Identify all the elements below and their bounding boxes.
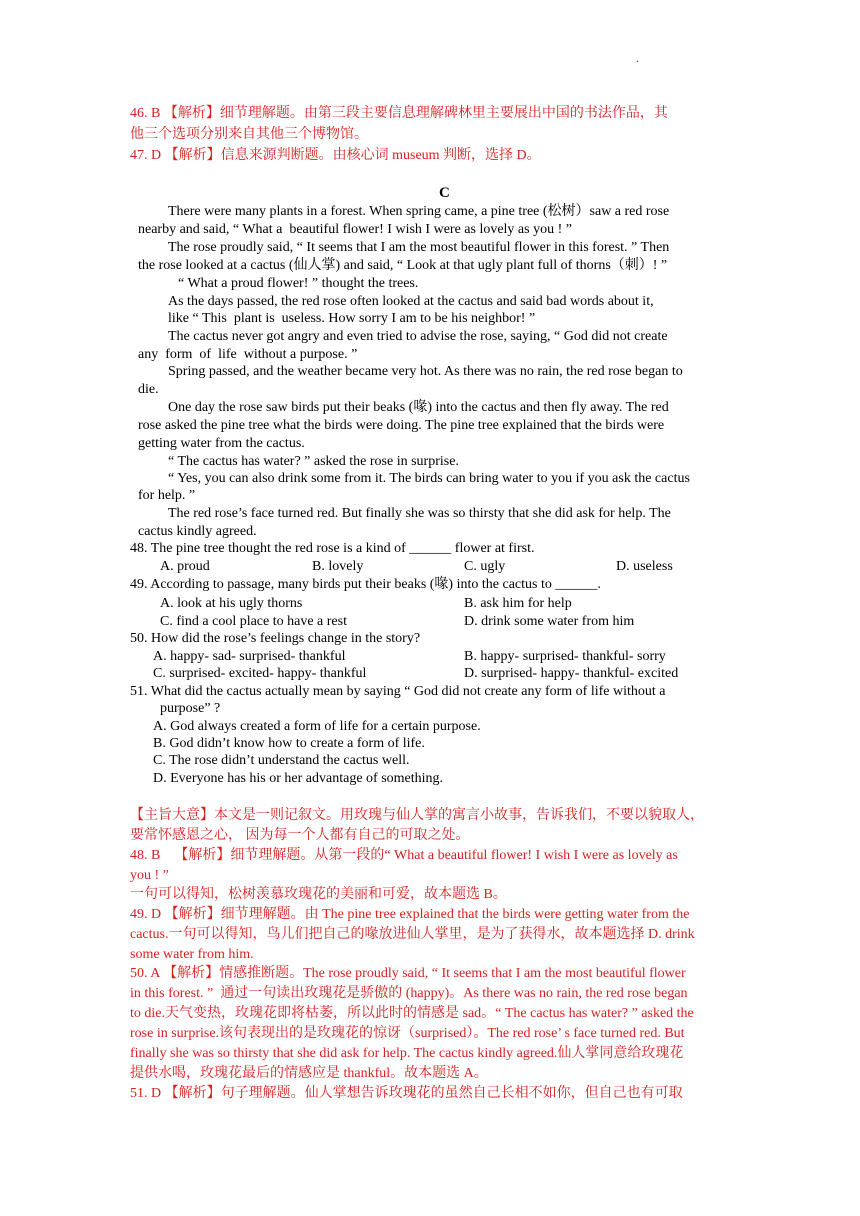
passage-line: Spring passed, and the weather became very hot. As there was no rain, the red rose began to [168,364,683,379]
passage-line: The rose proudly said, “ It seems that I am the most beautiful flower in this forest. ” Then [168,240,670,255]
analysis-line: 49. D 【解析】细节理解题。由 The pine tree explained that the birds were getting water from the [130,907,690,922]
passage-line: any form of life without a purpose. ” [138,347,358,362]
question-51-option-b: B. God didn’t know how to create a form of life. [153,736,425,751]
question-48-option-c: C. ugly [464,559,506,574]
analysis-line: some water from him. [130,947,254,962]
analysis-line: to die.天气变热，玫瑰花即将枯萎，所以此时的情感是 sad。“ The cactus has water? ” asked the [130,1006,694,1021]
passage-line: “ The cactus has water? ” asked the rose in surprise. [168,454,459,469]
answer-47: 47. D 【解析】信息来源判断题。由核心词 museum 判断，选择 D。 [130,148,541,163]
passage-line: getting water from the cactus. [138,436,305,451]
analysis-line: you ! ” [130,868,169,883]
passage-line: One day the rose saw birds put their beaks (喙) into the cactus and then fly away. The red [168,400,669,415]
question-48-option-d: D. useless [616,559,673,574]
passage-line: rose asked the pine tree what the birds were doing. The pine tree explained that the birds were [138,418,665,433]
passage-line: die. [138,382,159,397]
passage-line: nearby and said, “ What a beautiful flower! I wish I were as lovely as you ! ” [138,222,572,237]
question-51-stem: 51. What did the cactus actually mean by saying “ God did not create any form of life without a [130,684,666,699]
passage-line: The red rose’s face turned red. But finally she was so thirsty that she did ask for help. The [168,506,671,521]
analysis-line: 51. D 【解析】句子理解题。仙人掌想告诉玫瑰花的虽然自己长相不如你，但自己也有可取 [130,1086,683,1101]
analysis-line: 【主旨大意】本文是一则记叙文。用玫瑰与仙人掌的寓言小故事，告诉我们，不要以貌取人， [130,808,704,823]
analysis-line: in this forest. ” 通过一句读出玫瑰花是骄傲的 (happy)。As there was no rain, the red rose began [130,986,688,1001]
question-48-stem: 48. The pine tree thought the red rose is a kind of ______ flower at first. [130,541,535,556]
answer-46-line-2: 他三个选项分别来自其他三个博物馆。 [130,127,368,142]
answer-46-line-1: 46. B 【解析】细节理解题。由第三段主要信息理解碑林里主要展出中国的书法作品，其 [130,106,668,121]
question-51-option-d: D. Everyone has his or her advantage of something. [153,771,444,786]
question-50-option-d: D. surprised- happy- thankful- excited [464,666,679,681]
analysis-line: 一句可以得知，松树羡慕玫瑰花的美丽和可爱，故本题选 B。 [130,887,507,902]
passage-line: “ What a proud flower! ” thought the trees. [178,276,419,291]
passage-line: cactus kindly agreed. [138,524,257,539]
passage-line: There were many plants in a forest. When spring came, a pine tree (松树）saw a red rose [168,204,670,219]
question-51-option-c: C. The rose didn’t understand the cactus well. [153,753,410,768]
passage-title: C [439,185,450,201]
question-50-option-c: C. surprised- excited- happy- thankful [153,666,367,681]
analysis-line: 48. B 【解析】细节理解题。从第一段的“ What a beautiful flower! I wish I were as lovely as [130,848,678,863]
question-50-stem: 50. How did the rose’s feelings change in the story? [130,631,421,646]
question-49-stem: 49. According to passage, many birds put their beaks (喙) into the cactus to ______. [130,577,601,592]
question-49-option-a: A. look at his ugly thorns [160,596,303,611]
question-51-option-a: A. God always created a form of life for a certain purpose. [153,719,481,734]
question-48-option-b: B. lovely [312,559,364,574]
question-48-option-a: A. proud [160,559,210,574]
question-50-option-b: B. happy- surprised- thankful- sorry [464,649,666,664]
question-49-option-c: C. find a cool place to have a rest [160,614,347,629]
analysis-line: rose in surprise.该句表现出的是玫瑰花的惊讶（surprised）。The red rose’ s face turned red. But [130,1026,685,1041]
passage-line: As the days passed, the red rose often looked at the cactus and said bad words about it, [168,294,654,309]
passage-line: the rose looked at a cactus (仙人掌) and said, “ Look at that ugly plant full of thorns（刺）! ” [138,258,668,273]
question-50-option-a: A. happy- sad- surprised- thankful [153,649,346,664]
passage-line: like “ This plant is useless. How sorry I am to be his neighbor! ” [168,311,536,326]
passage-line: for help. ” [138,488,196,503]
question-49-option-d: D. drink some water from him [464,614,635,629]
passage-line: The cactus never got angry and even tried to advise the rose, saying, “ God did not create [168,329,668,344]
header-mark: . [636,51,639,65]
analysis-line: cactus.一句可以得知，鸟儿们把自己的喙放进仙人掌里，是为了获得水，故本题选择 D. drink [130,927,695,942]
passage-line: “ Yes, you can also drink some from it. The birds can bring water to you if you ask the cactus [168,471,690,486]
analysis-line: 50. A 【解析】情感推断题。The rose proudly said, “ It seems that I am the most beautiful flower [130,966,686,981]
analysis-line: 要常怀感恩之心， 因为每一个人都有自己的可取之处。 [130,828,470,843]
analysis-line: 提供水喝，玫瑰花最后的情感应是 thankful。故本题选 A。 [130,1066,488,1081]
question-51-stem-continued: purpose” ? [160,701,221,716]
analysis-line: finally she was so thirsty that she did ask for help. The cactus kindly agreed.仙人掌同意给玫瑰花 [130,1046,684,1061]
question-49-option-b: B. ask him for help [464,596,572,611]
